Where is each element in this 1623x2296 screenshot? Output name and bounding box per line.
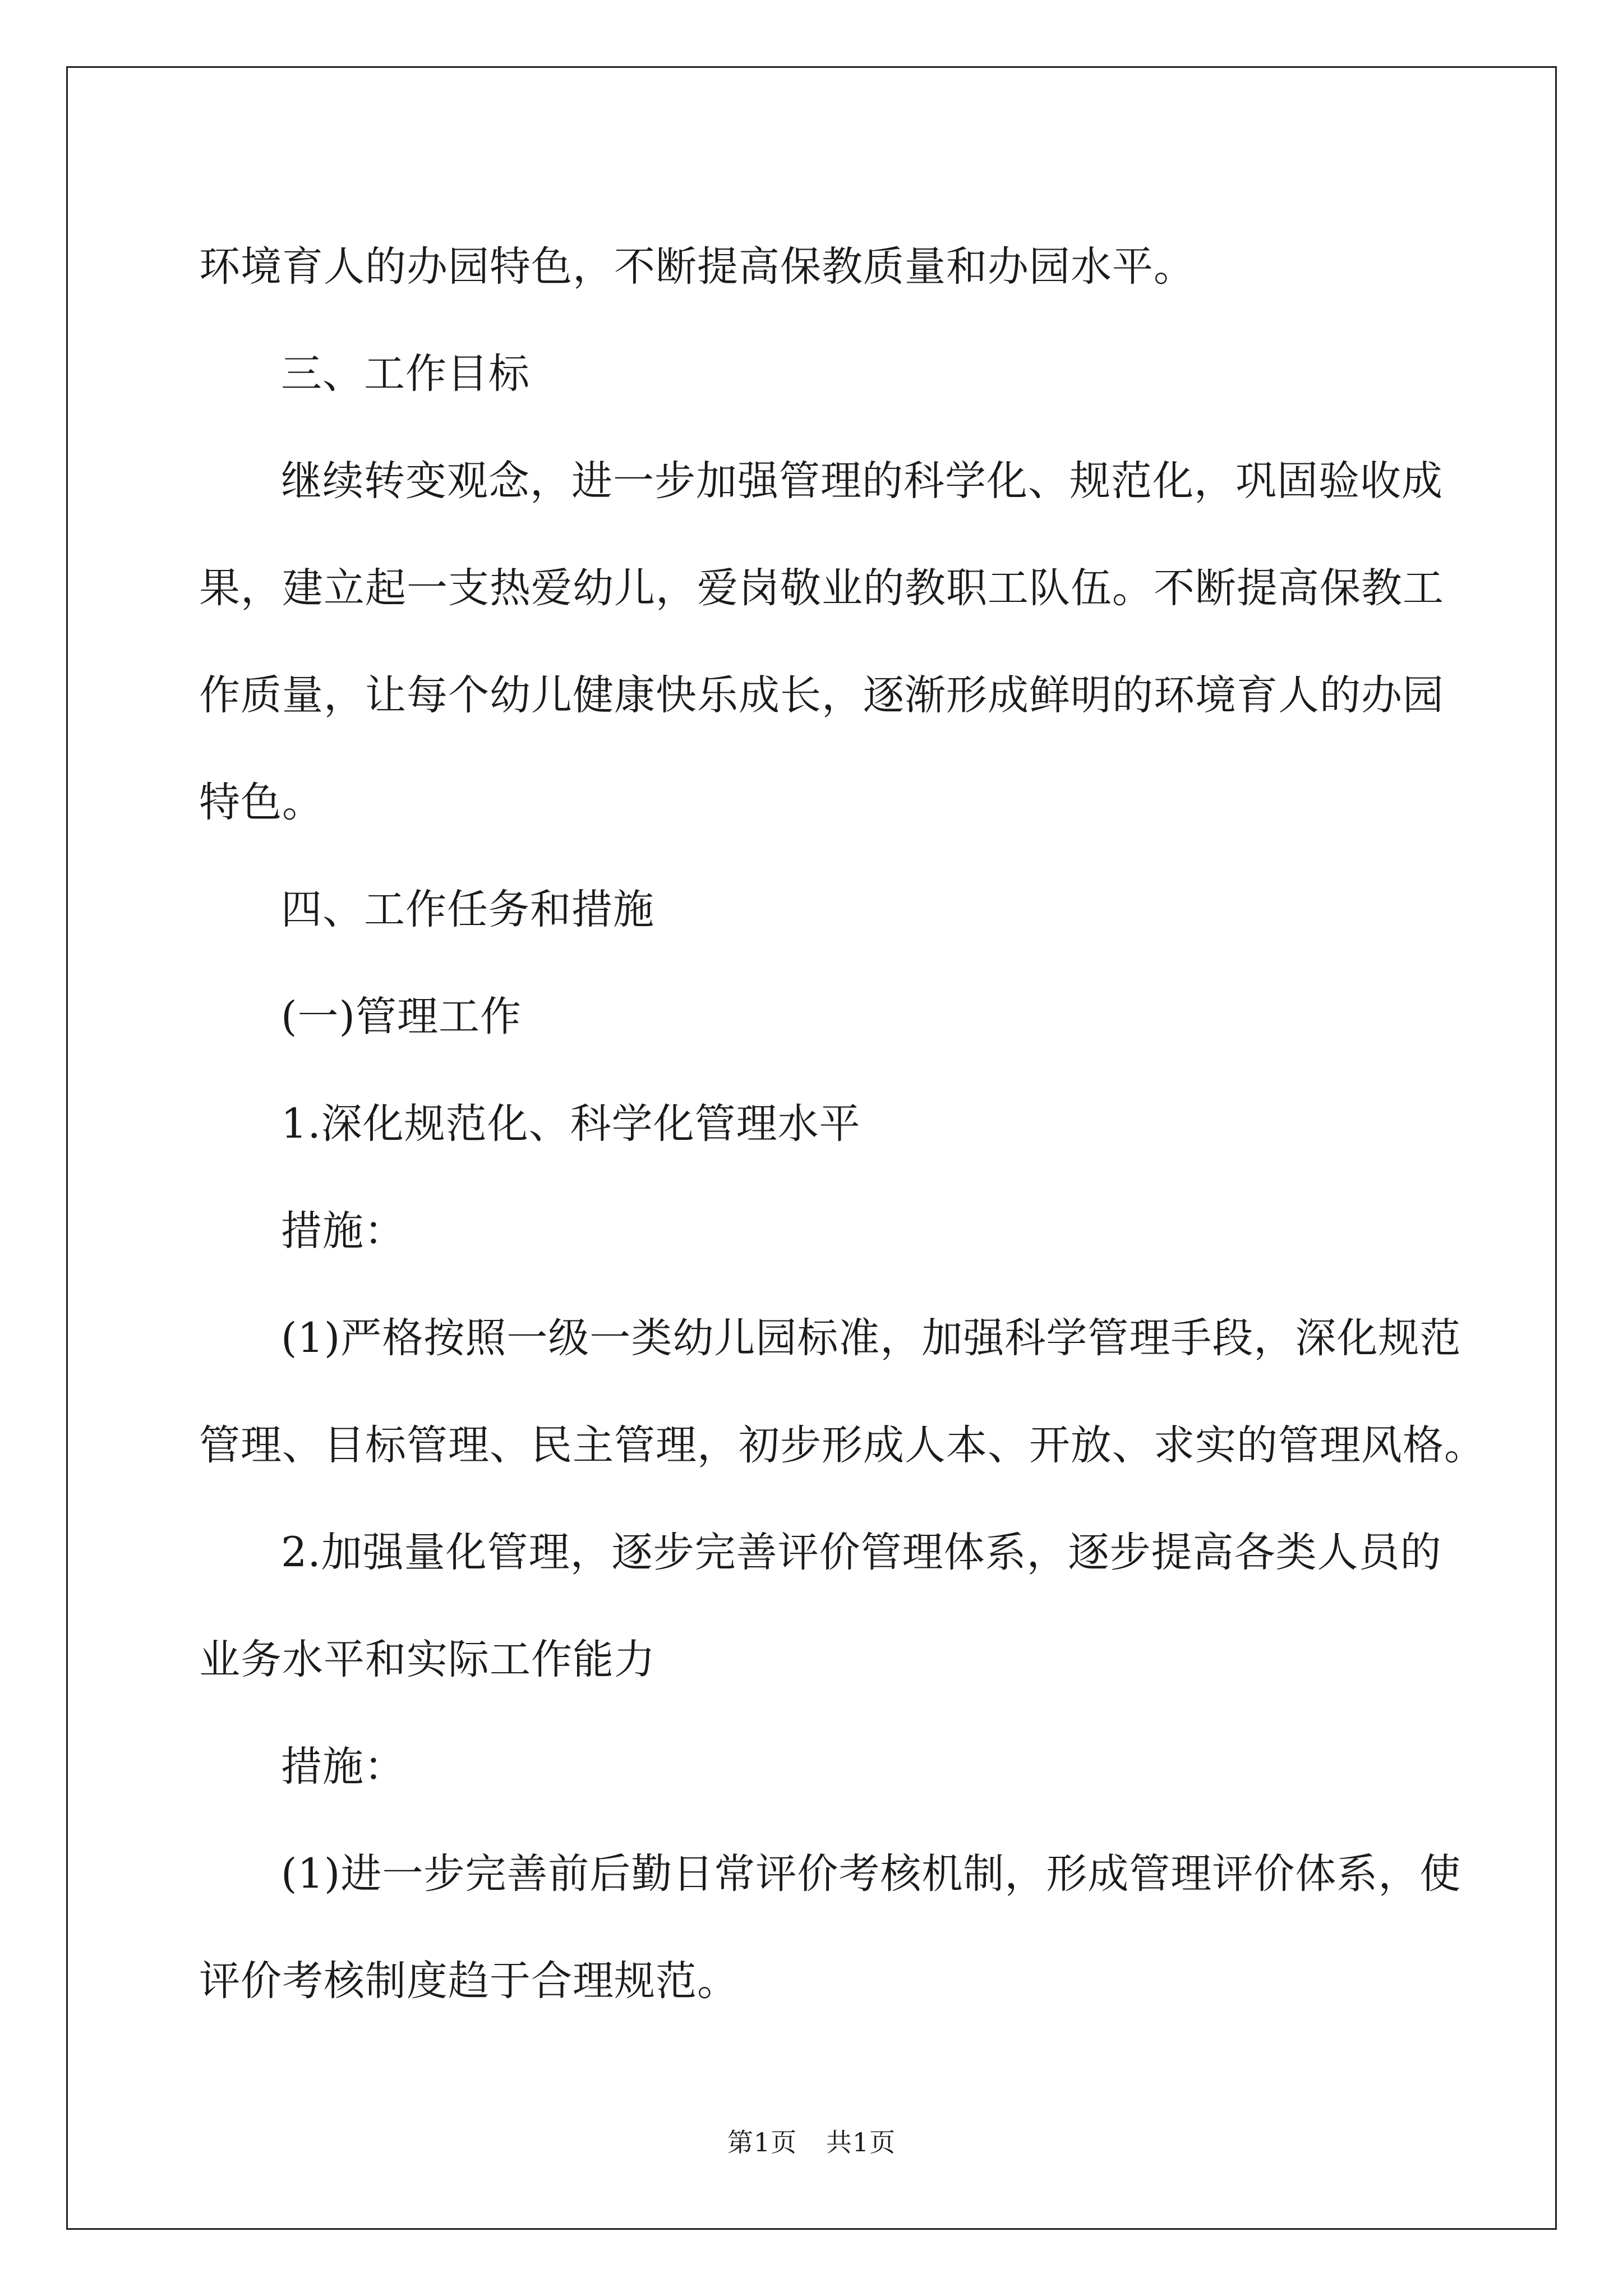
document-body	[199, 213, 1486, 2035]
paragraph-line: 业务水平和实际工作能力	[199, 1636, 656, 1683]
paragraph-line: 管理、目标管理、民主管理，初步形成人本、开放、求实的管理风格。	[199, 1421, 1486, 1469]
section-heading: 四、工作任务和措施	[281, 886, 654, 933]
item-heading: 1.深化规范化、科学化管理水平	[281, 1100, 861, 1148]
measures-label: 措施：	[281, 1743, 405, 1791]
subsection-heading: (一)管理工作	[281, 993, 522, 1041]
paragraph-line: 环境育人的办园特色，不断提高保教质量和办园水平。	[199, 243, 1195, 291]
paragraph-line: 评价考核制度趋于合理规范。	[199, 1957, 739, 2005]
section-heading: 三、工作目标	[281, 350, 530, 398]
paragraph-line: (1)进一步完善前后勤日常评价考核机制，形成管理评价体系，使	[281, 1850, 1461, 1898]
paragraph-line: 果，建立起一支热爱幼儿，爱岗敬业的教职工队伍。不断提高保教工	[199, 564, 1444, 612]
paragraph-line: 继续转变观念，进一步加强管理的科学化、规范化，巩固验收成	[281, 457, 1443, 505]
paragraph-line: 特色。	[199, 779, 324, 826]
page-total: 共1页	[826, 2127, 896, 2157]
page-number: 第1页	[727, 2127, 797, 2157]
item-heading: 2.加强量化管理，逐步完善评价管理体系，逐步提高各类人员的	[281, 1529, 1442, 1576]
paragraph-line: 作质量，让每个幼儿健康快乐成长，逐渐形成鲜明的环境育人的办园	[199, 671, 1444, 719]
paragraph-line: (1)严格按照一级一类幼儿园标准，加强科学管理手段，深化规范	[281, 1314, 1461, 1362]
measures-label: 措施：	[281, 1207, 405, 1255]
page-footer	[0, 2122, 1623, 2159]
